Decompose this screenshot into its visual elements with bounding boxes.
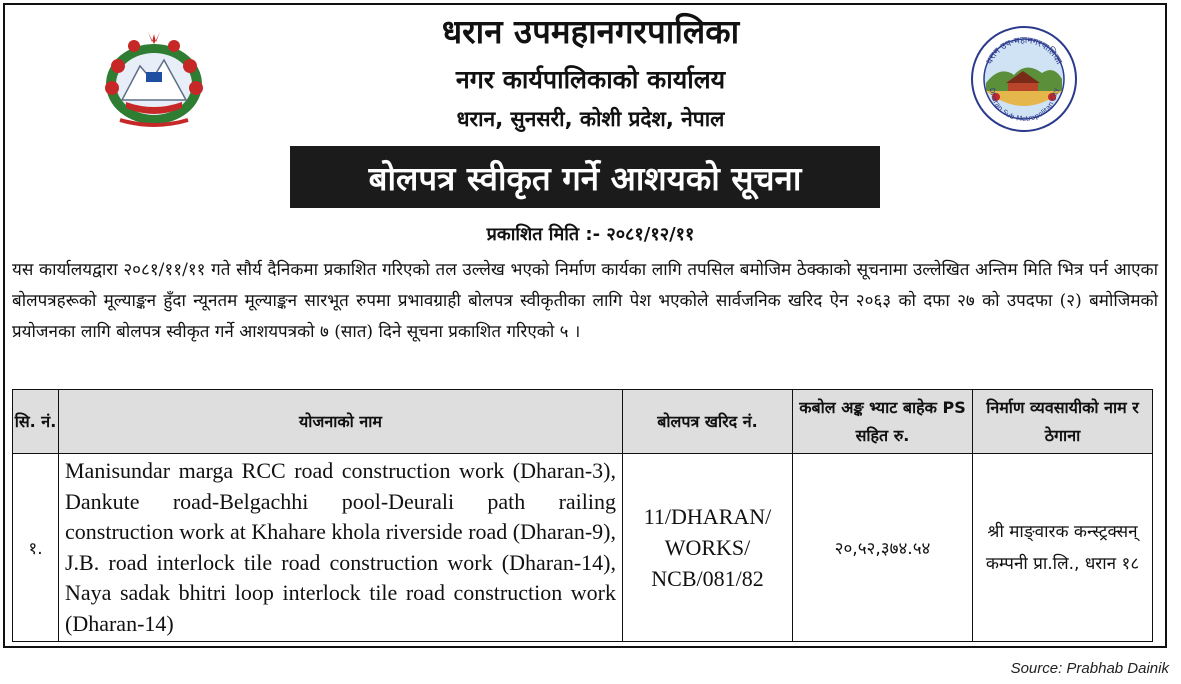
notice-title <box>290 146 880 208</box>
svg-text:धरान उप-महानगरपालिका: धरान उप-महानगरपालिका <box>984 35 1064 67</box>
notice-body: यस कार्यालयद्वारा २०८१/११/११ गते सौर्य दैनिकमा प्रकाशित गरिएको तल उल्लेख भएको निर्माण कार्यका लागि तपसिल बमोजिम ठेक्काको सूचनामा उल्लेखित अन्तिम मिति भित्र पर्न आएका बोलपत्रहरूको मूल्याङ्कन हुँदा न्यूनतम मूल्याङ्कन सारभूत रुपमा प्रभावग्राही बोलपत्र स्वीकृतीका लागि पेश भएकोले सार्वजनिक खरिद ऐन २०६३ को दफा २७ को उपदफा (२) बमोजिमको प्रयोजनका लागि बोलपत्र स्वीकृत गर्ने आशयपत्रको ७ (सात) दिने सूचना प्रकाशित गरिएको ५ । <box>12 260 1158 342</box>
header-bid-amount: कबोल अङ्क भ्याट बाहेक PS सहित रु. <box>793 390 973 454</box>
header-contractor: निर्माण व्यवसायीको नाम र ठेगाना <box>973 390 1153 454</box>
cell-contract-no: 11/DHARAN/ WORKS/ NCB/081/82 <box>623 454 793 642</box>
notice-header <box>0 0 1181 215</box>
publish-date: प्रकाशित मिति :- २०८१/१२/११ <box>486 224 695 245</box>
source-credit: Source: Prabhab Dainik <box>1010 660 1169 677</box>
office-name: धरान उपमहानगरपालिका <box>441 12 740 51</box>
cell-sn: १. <box>13 454 59 642</box>
header-contract-no: बोलपत्र खरिद नं. <box>623 390 793 454</box>
table-row <box>13 454 1153 642</box>
bids-table <box>12 389 1153 642</box>
office-subtitle: नगर कार्यपालिकाको कार्यालय <box>455 65 726 94</box>
header-sn: सि. नं. <box>13 390 59 454</box>
header-project: योजनाको नाम <box>59 390 623 454</box>
table-header-row <box>13 390 1153 454</box>
cell-project-name: Manisundar marga RCC road construction work (Dharan-3), Dankute road-Belgachhi pool-Deurali path railing construction work at Khahare khola riverside road (Dharan-9), J.B. road interlock tile road construction work (Dharan-14), Naya sadak bhitri loop interlock tile road construction work (Dharan-14) <box>59 454 623 642</box>
cell-bid-amount: २०,५२,३७४.५४ <box>793 454 973 642</box>
svg-text:Dharan Sub-Metropolitan City: Dharan Sub-Metropolitan City <box>987 87 1061 124</box>
notice-title-text: बोलपत्र स्वीकृत गर्ने आशयको सूचना <box>368 158 802 198</box>
cell-contractor: श्री माङ्वारक कन्स्ट्रक्सन् कम्पनी प्रा.लि., धरान १८ <box>973 454 1153 642</box>
office-address: धरान, सुनसरी, कोशी प्रदेश, नेपाल <box>456 107 725 131</box>
